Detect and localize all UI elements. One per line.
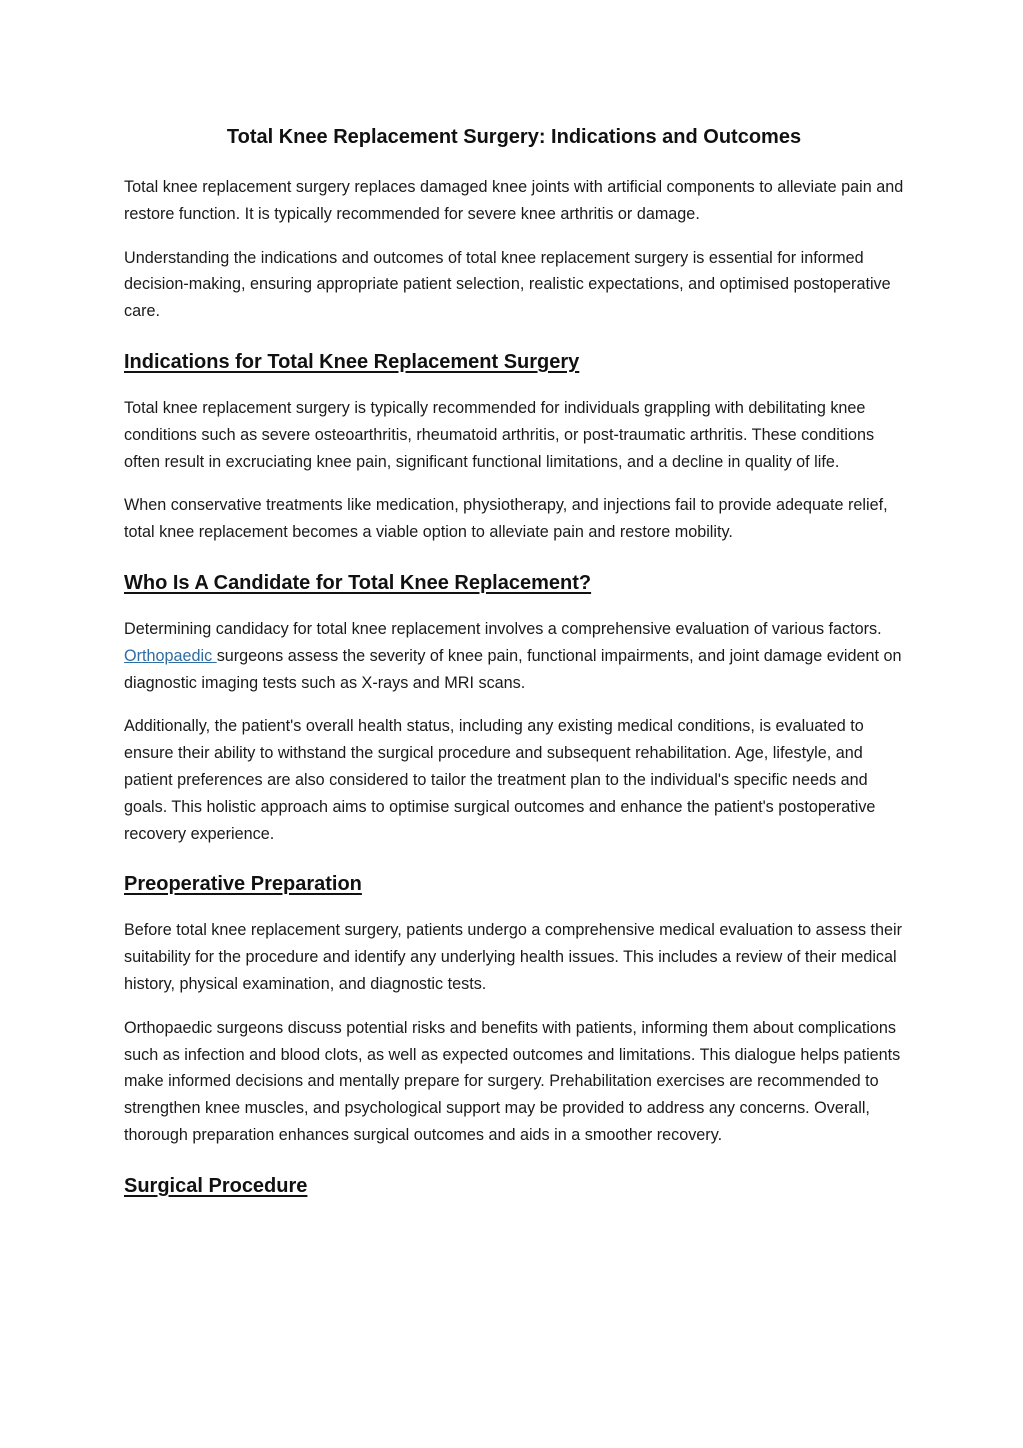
section-heading-indications: Indications for Total Knee Replacement Surgery: [124, 350, 580, 373]
indications-paragraph-2: When conservative treatments like medication, physiotherapy, and injections fail to provide adequate relief, total knee replacement becomes a viable option to alleviate pain and restore mobility.: [124, 496, 888, 542]
intro-paragraph-2: Understanding the indications and outcomes of total knee replacement surgery is essential for informed decision-making, ensuring appropriate patient selection, realistic expectations, and optimised postoperative care.: [124, 248, 891, 321]
indications-paragraph-1: Total knee replacement surgery is typically recommended for individuals grappling with debilitating knee conditions such as severe osteoarthritis, rheumatoid arthritis, or post-traumatic arthritis. These conditions often result in excruciating knee pain, significant functional limitations, and a decline in quality of life.: [124, 398, 875, 471]
section-heading-candidate: Who Is A Candidate for Total Knee Replacement?: [124, 571, 592, 594]
candidate-paragraph-1-end: surgeons assess the severity of knee pain, functional impairments, and joint damage evident on diagnostic imaging tests such as X-rays and MRI scans.: [124, 646, 902, 692]
preoperative-paragraph-2: Orthopaedic surgeons discuss potential risks and benefits with patients, informing them about complications such as infection and blood clots, as well as expected outcomes and limitations. This dialogue helps patients make informed decisions and mentally prepare for surgery. Prehabilitation exercises are recommended to strengthen knee muscles, and psychological support may be provided to address any concerns. Overall, thorough preparation enhances surgical outcomes and aids in a smoother recovery.: [124, 1018, 901, 1144]
candidate-paragraph-1: [124, 616, 904, 696]
candidate-paragraph-1-start: Determining candidacy for total knee replacement involves a comprehensive evaluation of various factors.: [124, 619, 882, 638]
orthopaedic-link[interactable]: Orthopaedic: [124, 646, 217, 665]
section-heading-preoperative: Preoperative Preparation: [124, 873, 362, 896]
intro-paragraph-1: Total knee replacement surgery replaces damaged knee joints with artificial components to alleviate pain and restore function. It is typically recommended for severe knee arthritis or damage.: [124, 178, 904, 223]
document-title: Total Knee Replacement Surgery: Indications and Outcomes: [226, 126, 802, 148]
section-heading-surgical-procedure: Surgical Procedure: [124, 1174, 308, 1197]
preoperative-paragraph-1: Before total knee replacement surgery, patients undergo a comprehensive medical evaluation to assess their suitability for the procedure and identify any underlying health issues. This includes a review of their medical history, physical examination, and diagnostic tests.: [124, 921, 903, 993]
document-page: [124, 122, 904, 1219]
candidate-paragraph-2: Additionally, the patient's overall health status, including any existing medical conditions, is evaluated to ensure their ability to withstand the surgical procedure and subsequent rehabilitation. Age, lifestyle, and patient preferences are also considered to tailor the treatment plan to the individual's specific needs and goals. This holistic approach aims to optimise surgical outcomes and enhance the patient's postoperative recovery experience.: [124, 717, 876, 843]
